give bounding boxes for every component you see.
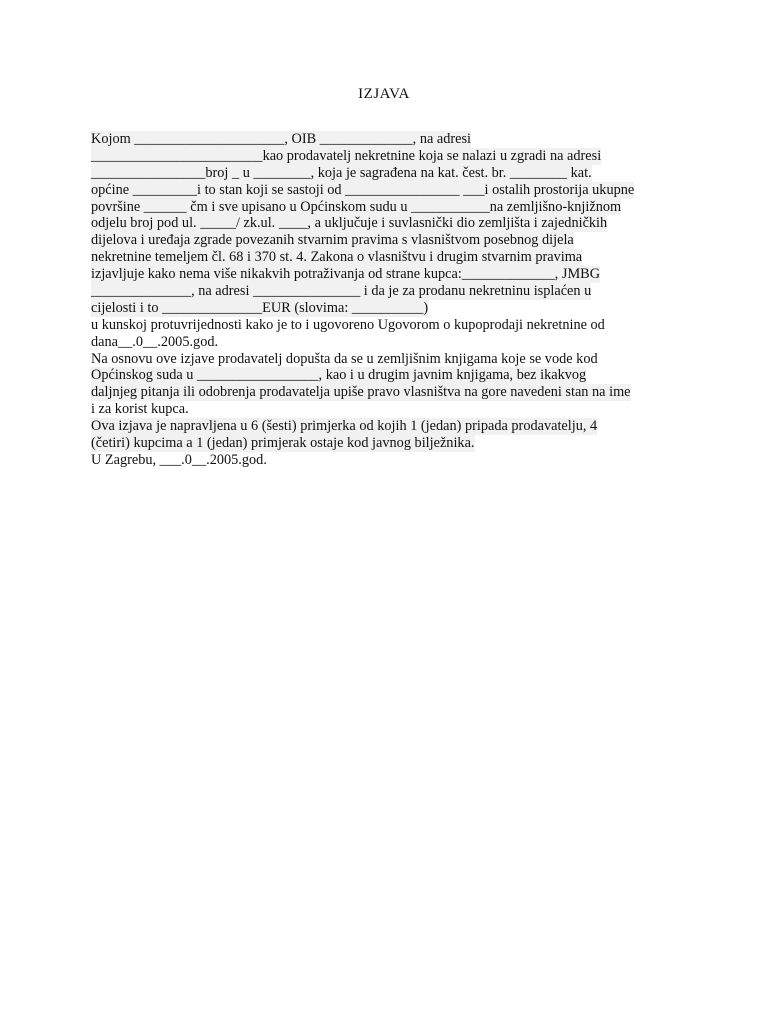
body-line-17: i za korist kupca. xyxy=(91,401,189,418)
body-line-9: izjavljuje kako nema više nikakvih potraživanja od strane kupca:_____________, JMBG xyxy=(91,266,601,283)
body-line-4: općine _________i to stan koji se sastoji od ________________ ___i ostalih prostorija ukupne xyxy=(91,181,635,198)
body-line-2: ________________________kao prodavatelj nekretnine koja se nalazi u zgradi na adresi xyxy=(91,147,602,164)
body-line-11: cijelosti i to ______________EUR (slovima: __________) xyxy=(91,299,429,316)
body-line-7: dijelova i uređaja zgrade povezanih stvarnim pravima s vlasništvom posebnog dijela xyxy=(91,232,574,249)
body-line-15: Općinskog suda u _________________, kao i u drugim javnim knjigama, bez ikakvog xyxy=(91,367,587,384)
body-line-6: odjelu broj pod ul. _____/ zk.ul. ____, a uključuje i suvlasnički dio zemljišta i zajedničkih xyxy=(91,215,608,232)
body-line-18: Ova izjava je napravljena u 6 (šesti) primjerka od kojih 1 (jedan) pripada prodavatelju, 4 xyxy=(91,418,598,435)
body-line-14: Na osnovu ove izjave prodavatelj dopušta da se u zemljišnim knjigama koje se vode kod xyxy=(91,350,598,367)
body-line-5: površine ______ čm i sve upisano u Općinskom sudu u ___________na zemljišno-knjižnom xyxy=(91,198,622,215)
body-line-16: daljnjeg pitanja ili odobrenja prodavatelja upiše pravo vlasništva na gore navedeni stan na ime xyxy=(91,384,631,401)
body-line-20: U Zagrebu, ___.0__.2005.god. xyxy=(91,451,267,468)
document-title: IZJAVA xyxy=(358,86,410,102)
body-line-19: (četiri) kupcima a 1 (jedan) primjerak ostaje kod javnog bilježnika. xyxy=(91,435,475,452)
body-line-12: u kunskoj protuvrijednosti kako je to i ugovoreno Ugovorom o kupoprodaji nekretnine od xyxy=(91,316,605,333)
body-line-10: ______________, na adresi _______________ i da je za prodanu nekretninu isplaćen u xyxy=(91,283,592,300)
body-line-8: nekretnine temeljem čl. 68 i 370 st. 4. Zakona o vlasništvu i drugim stvarnim pravima xyxy=(91,249,583,266)
body-line-3: ________________broj _ u ________, koja je sagrađena na kat. čest. br. ________ kat. xyxy=(91,164,592,181)
body-line-13: dana__.0__.2005.god. xyxy=(91,333,219,350)
document-body xyxy=(91,131,659,469)
body-line-1: Kojom _____________________, OIB _____________, na adresi xyxy=(91,131,472,147)
